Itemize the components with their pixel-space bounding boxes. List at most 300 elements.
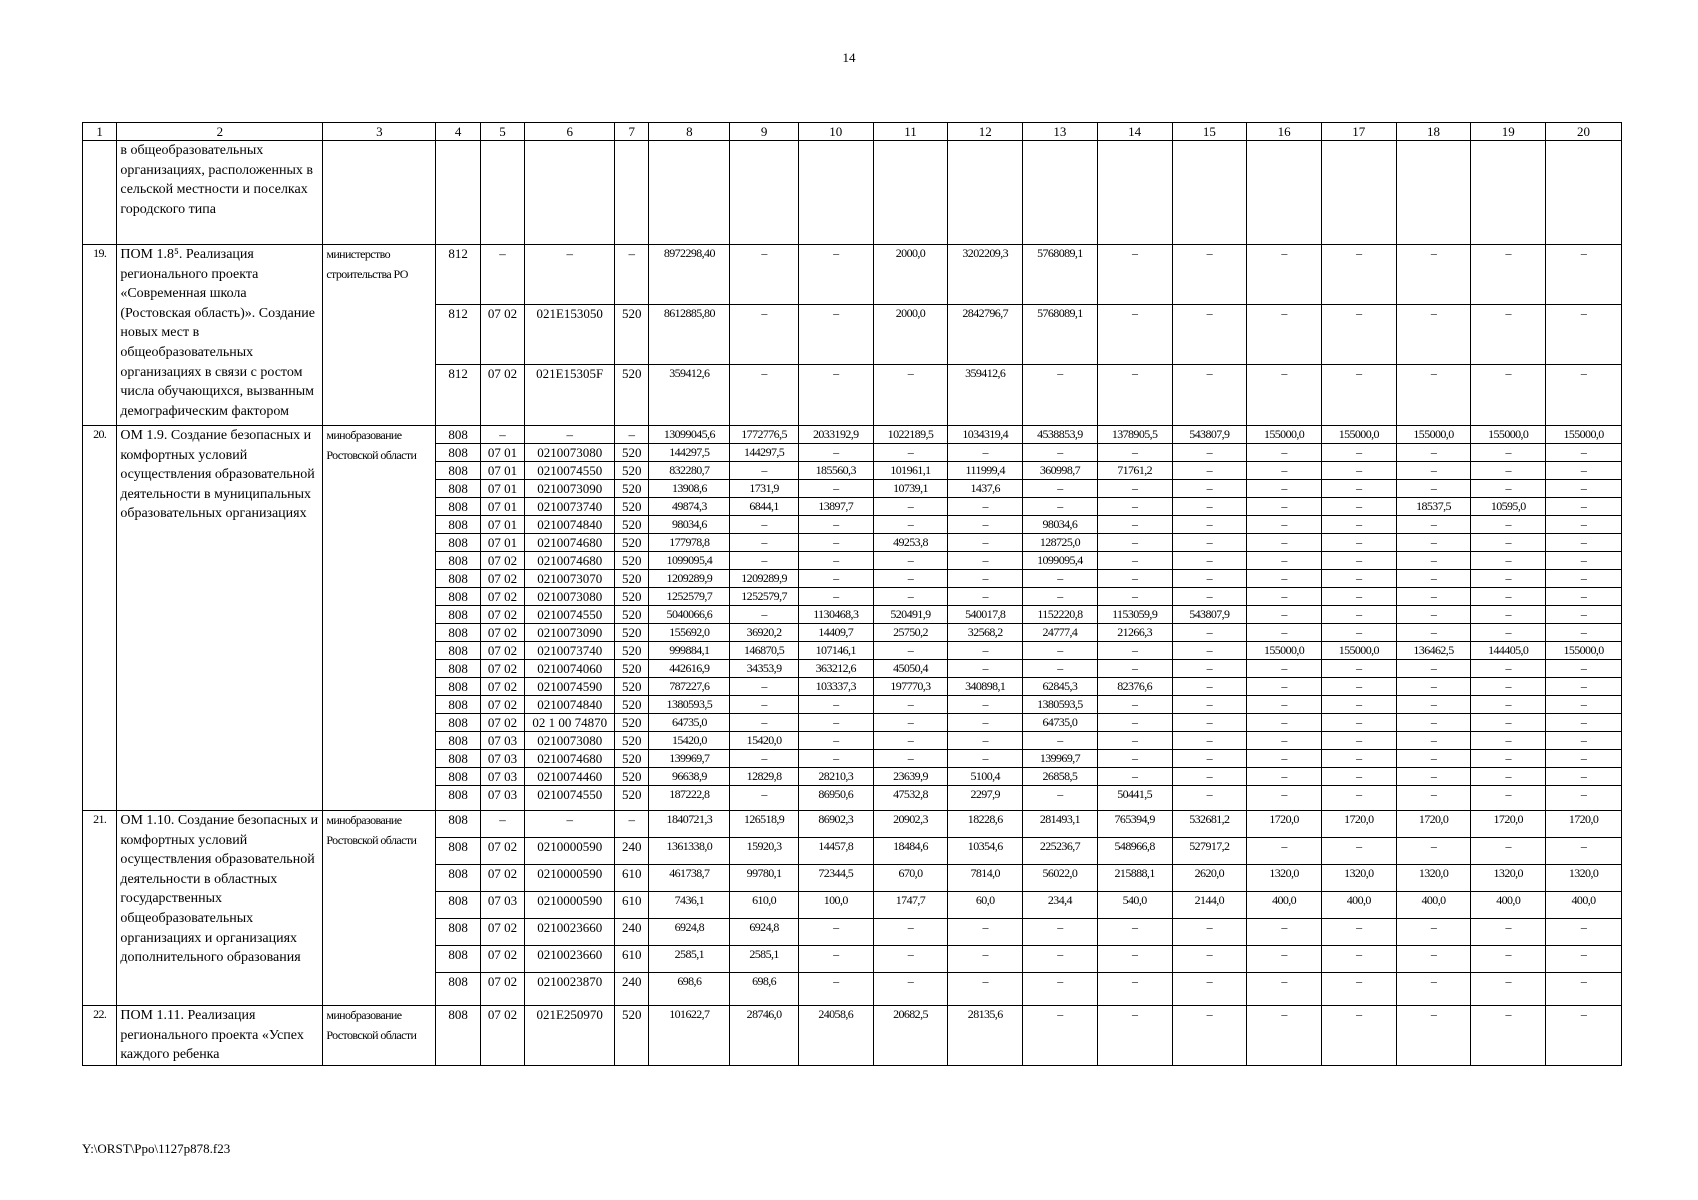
table-cell: 197770,3 [873, 678, 948, 696]
table-cell: – [1172, 919, 1247, 946]
table-cell: 07 01 [480, 516, 524, 534]
table-cell: 610 [615, 946, 649, 973]
table-cell: – [1247, 838, 1322, 865]
table-cell: – [480, 245, 524, 305]
table-cell: 45050,4 [873, 660, 948, 678]
table-cell: 520 [615, 696, 649, 714]
table-cell: – [1023, 480, 1098, 498]
table-cell: – [1172, 498, 1247, 516]
footer-file-path: Y:\ORST\Ppo\1127p878.f23 [82, 1141, 231, 1156]
table-cell: 64735,0 [1023, 714, 1098, 732]
table-cell: – [1321, 606, 1396, 624]
table-cell: – [1172, 480, 1247, 498]
table-cell: – [798, 732, 873, 750]
table-cell: – [798, 365, 873, 426]
table-cell: 670,0 [873, 865, 948, 892]
column-header: 15 [1172, 123, 1247, 141]
table-cell: 808 [436, 498, 480, 516]
table-cell: 07 01 [480, 534, 524, 552]
table-cell: 07 03 [480, 732, 524, 750]
table-cell: 1772776,5 [730, 426, 799, 444]
table-cell: – [1023, 660, 1098, 678]
table-cell: – [1471, 973, 1546, 1006]
table-cell: 520 [615, 642, 649, 660]
table-cell: – [1023, 642, 1098, 660]
table-cell: 25750,2 [873, 624, 948, 642]
table-cell: 86902,3 [798, 811, 873, 838]
table-cell: – [1396, 838, 1471, 865]
table-cell: 543807,9 [1172, 606, 1247, 624]
table-cell: 07 02 [480, 624, 524, 642]
table-cell: – [1023, 570, 1098, 588]
table-cell: 72344,5 [798, 865, 873, 892]
table-cell: 36920,2 [730, 624, 799, 642]
table-cell: – [480, 811, 524, 838]
table-cell: 5100,4 [948, 768, 1023, 786]
table-cell: – [1546, 462, 1622, 480]
table-cell: – [1172, 516, 1247, 534]
table-cell: – [1247, 732, 1322, 750]
table-cell: 21266,3 [1097, 624, 1172, 642]
table-cell: 520 [615, 732, 649, 750]
table-cell: 461738,7 [649, 865, 730, 892]
table-cell: – [1321, 516, 1396, 534]
table-cell: 07 02 [480, 642, 524, 660]
table-cell: 6924,8 [649, 919, 730, 946]
row-number: 20. [83, 426, 117, 811]
table-cell: 0210074680 [525, 750, 615, 768]
table-cell: 139969,7 [1023, 750, 1098, 768]
table-cell: 07 01 [480, 498, 524, 516]
table-cell: 1378905,5 [1097, 426, 1172, 444]
table-cell: – [1172, 534, 1247, 552]
table-cell: – [1321, 365, 1396, 426]
table-cell: 0210000590 [525, 892, 615, 919]
table-cell: – [1471, 534, 1546, 552]
table-cell: 02 1 00 74870 [525, 714, 615, 732]
table-cell: 808 [436, 696, 480, 714]
column-header: 12 [948, 123, 1023, 141]
table-cell: 0210074550 [525, 462, 615, 480]
table-cell: – [1247, 365, 1322, 426]
table-cell: – [1321, 444, 1396, 462]
table-cell: 177978,8 [649, 534, 730, 552]
table-cell: – [730, 516, 799, 534]
table-cell: 520 [615, 570, 649, 588]
table-cell: – [480, 426, 524, 444]
table-cell: – [1321, 973, 1396, 1006]
table-cell: 155000,0 [1546, 642, 1622, 660]
table-cell: – [1396, 444, 1471, 462]
table-cell: 021E250970 [525, 1006, 615, 1066]
table-cell: – [1546, 678, 1622, 696]
table-cell: 14457,8 [798, 838, 873, 865]
table-cell: – [1172, 732, 1247, 750]
table-cell: – [1247, 660, 1322, 678]
table-cell: – [1471, 768, 1546, 786]
table-cell: – [1546, 534, 1622, 552]
table-cell: – [1471, 696, 1546, 714]
table-cell: 15420,0 [649, 732, 730, 750]
table-cell: – [873, 444, 948, 462]
table-cell: – [948, 642, 1023, 660]
table-cell: – [1172, 750, 1247, 768]
table-cell: – [873, 973, 948, 1006]
table-cell: 7436,1 [649, 892, 730, 919]
table-cell: – [1172, 786, 1247, 811]
column-header: 13 [1023, 123, 1098, 141]
table-cell: – [1097, 973, 1172, 1006]
table-cell: 520 [615, 480, 649, 498]
table-cell: 520 [615, 786, 649, 811]
table-cell: – [798, 534, 873, 552]
table-cell: 1720,0 [1546, 811, 1622, 838]
table-cell: 610,0 [730, 892, 799, 919]
table-cell: – [1097, 642, 1172, 660]
column-header: 16 [1247, 123, 1322, 141]
table-cell: – [1396, 570, 1471, 588]
table-cell: 808 [436, 462, 480, 480]
table-cell: 07 02 [480, 919, 524, 946]
table-cell: 520 [615, 516, 649, 534]
table-cell: 2585,1 [649, 946, 730, 973]
table-cell: – [1247, 919, 1322, 946]
table-cell: – [1396, 660, 1471, 678]
row-number: 22. [83, 1006, 117, 1066]
column-header: 4 [436, 123, 480, 141]
table-cell: – [873, 642, 948, 660]
table-cell: – [1321, 1006, 1396, 1066]
table-cell: 1209289,9 [730, 570, 799, 588]
column-header: 17 [1321, 123, 1396, 141]
table-cell: 0210073090 [525, 480, 615, 498]
table-cell: – [873, 570, 948, 588]
table-cell: 520 [615, 552, 649, 570]
table-cell: – [1097, 732, 1172, 750]
table-cell: – [1247, 606, 1322, 624]
table-cell: 812 [436, 305, 480, 365]
table-cell: – [1023, 732, 1098, 750]
table-cell: – [1471, 606, 1546, 624]
table-cell: – [948, 750, 1023, 768]
table-cell: 0210073090 [525, 624, 615, 642]
table-cell: 07 02 [480, 552, 524, 570]
table-cell: 520 [615, 462, 649, 480]
table-cell: – [1471, 678, 1546, 696]
table-cell: 13908,6 [649, 480, 730, 498]
table-cell: – [798, 516, 873, 534]
table-cell: 832280,7 [649, 462, 730, 480]
table-cell: – [730, 678, 799, 696]
table-cell: 96638,9 [649, 768, 730, 786]
table-cell: – [1172, 552, 1247, 570]
table-cell: – [1396, 919, 1471, 946]
table-cell: 155000,0 [1247, 426, 1322, 444]
table-cell: – [1471, 786, 1546, 811]
table-cell: – [1247, 973, 1322, 1006]
table-cell: – [1247, 552, 1322, 570]
table-cell: 56022,0 [1023, 865, 1098, 892]
table-cell: – [1172, 1006, 1247, 1066]
table-cell: – [1546, 750, 1622, 768]
table-cell: 808 [436, 865, 480, 892]
empty-cell [1471, 141, 1546, 245]
table-cell: 07 02 [480, 838, 524, 865]
table-cell: – [1471, 516, 1546, 534]
table-cell: 240 [615, 919, 649, 946]
table-cell: 155000,0 [1471, 426, 1546, 444]
table-cell: – [1023, 786, 1098, 811]
table-cell: – [525, 426, 615, 444]
table-cell: 5040066,6 [649, 606, 730, 624]
table-cell: – [1247, 516, 1322, 534]
empty-cell [525, 141, 615, 245]
table-cell: – [1396, 1006, 1471, 1066]
table-cell: 808 [436, 973, 480, 1006]
table-cell: 698,6 [649, 973, 730, 1006]
table-cell: – [1097, 444, 1172, 462]
table-cell: – [1471, 1006, 1546, 1066]
table-cell: – [730, 606, 799, 624]
table-cell: 765394,9 [1097, 811, 1172, 838]
table-cell: 240 [615, 838, 649, 865]
table-cell: – [1396, 534, 1471, 552]
table-cell: – [1396, 678, 1471, 696]
table-cell: 812 [436, 245, 480, 305]
table-cell: 99780,1 [730, 865, 799, 892]
table-cell: 10354,6 [948, 838, 1023, 865]
table-cell: 26858,5 [1023, 768, 1098, 786]
table-cell: 021E15305F [525, 365, 615, 426]
table-cell: 155692,0 [649, 624, 730, 642]
table-cell: – [948, 714, 1023, 732]
table-cell: – [1546, 305, 1622, 365]
table-cell: 86950,6 [798, 786, 873, 811]
table-cell: 144405,0 [1471, 642, 1546, 660]
table-cell: – [1321, 786, 1396, 811]
table-cell: 808 [436, 838, 480, 865]
table-cell: 07 01 [480, 480, 524, 498]
table-cell: – [1097, 245, 1172, 305]
table-cell: 808 [436, 516, 480, 534]
table-cell: 62845,3 [1023, 678, 1098, 696]
table-cell: – [1546, 732, 1622, 750]
table-cell: 808 [436, 732, 480, 750]
table-cell: 281493,1 [1023, 811, 1098, 838]
column-header: 1 [83, 123, 117, 141]
table-cell: 1152220,8 [1023, 606, 1098, 624]
table-cell: – [1321, 588, 1396, 606]
table-cell: 520 [615, 660, 649, 678]
table-cell: 808 [436, 750, 480, 768]
table-cell: – [1023, 365, 1098, 426]
table-cell: – [1097, 946, 1172, 973]
table-cell: 363212,6 [798, 660, 873, 678]
table-cell: 225236,7 [1023, 838, 1098, 865]
table-cell: 8972298,40 [649, 245, 730, 305]
table-row [83, 426, 1622, 444]
table-cell: 07 02 [480, 946, 524, 973]
table-cell: – [1247, 768, 1322, 786]
table-cell: – [1321, 946, 1396, 973]
table-cell: 146870,5 [730, 642, 799, 660]
table-cell: 5768089,1 [1023, 305, 1098, 365]
table-cell: – [1396, 973, 1471, 1006]
table-cell: – [873, 696, 948, 714]
table-cell: – [1396, 732, 1471, 750]
table-cell: – [1172, 570, 1247, 588]
table-cell: – [948, 570, 1023, 588]
table-cell: – [1172, 624, 1247, 642]
table-cell: – [1321, 714, 1396, 732]
table-cell: 808 [436, 642, 480, 660]
table-cell: 540017,8 [948, 606, 1023, 624]
table-cell: – [1321, 552, 1396, 570]
table-cell: – [873, 552, 948, 570]
table-cell: – [1546, 946, 1622, 973]
table-cell: – [1546, 919, 1622, 946]
table-cell: 28210,3 [798, 768, 873, 786]
page-number: 14 [842, 50, 856, 65]
table-cell: – [1097, 696, 1172, 714]
empty-cell [1396, 141, 1471, 245]
table-cell: – [1097, 1006, 1172, 1066]
table-cell: – [873, 919, 948, 946]
table-cell: 0210023660 [525, 946, 615, 973]
table-cell: – [1172, 714, 1247, 732]
table-cell: 107146,1 [798, 642, 873, 660]
table-cell: – [1321, 732, 1396, 750]
table-cell: – [1247, 786, 1322, 811]
empty-cell [730, 141, 799, 245]
table-cell: 126518,9 [730, 811, 799, 838]
table-cell: – [1321, 678, 1396, 696]
table-cell: 2585,1 [730, 946, 799, 973]
table-cell: 07 03 [480, 750, 524, 768]
table-cell: 520 [615, 1006, 649, 1066]
table-cell: – [1321, 696, 1396, 714]
column-header: 10 [798, 123, 873, 141]
table-cell: 0210073080 [525, 444, 615, 462]
table-cell: – [1396, 606, 1471, 624]
column-header: 6 [525, 123, 615, 141]
table-cell: – [798, 480, 873, 498]
table-cell: 155000,0 [1247, 642, 1322, 660]
empty-cell [1247, 141, 1322, 245]
table-cell: – [1172, 642, 1247, 660]
table-cell: 1022189,5 [873, 426, 948, 444]
table-cell: 28746,0 [730, 1006, 799, 1066]
table-cell: 128725,0 [1023, 534, 1098, 552]
table-cell: – [1471, 444, 1546, 462]
table-cell: 14409,7 [798, 624, 873, 642]
table-cell: 0210074840 [525, 516, 615, 534]
table-cell: – [948, 552, 1023, 570]
table-cell: 47532,8 [873, 786, 948, 811]
table-cell: – [1023, 444, 1098, 462]
table-cell: – [1247, 444, 1322, 462]
table-cell: – [948, 973, 1023, 1006]
column-header: 14 [1097, 123, 1172, 141]
table-cell: 07 02 [480, 305, 524, 365]
empty-cell [1023, 141, 1098, 245]
table-cell: – [798, 588, 873, 606]
table-cell: – [730, 786, 799, 811]
table-cell: 0210074060 [525, 660, 615, 678]
table-cell: 15920,3 [730, 838, 799, 865]
column-header: 19 [1471, 123, 1546, 141]
empty-cell [1172, 141, 1247, 245]
table-cell: 808 [436, 919, 480, 946]
table-cell: – [1321, 534, 1396, 552]
table-cell: 2000,0 [873, 245, 948, 305]
table-cell: – [1172, 305, 1247, 365]
column-header: 2 [117, 123, 323, 141]
table-cell: – [1396, 552, 1471, 570]
table-cell: – [1546, 1006, 1622, 1066]
table-cell: 64735,0 [649, 714, 730, 732]
table-cell: – [798, 552, 873, 570]
table-cell: – [1396, 588, 1471, 606]
table-cell: 1130468,3 [798, 606, 873, 624]
table-cell: – [1321, 305, 1396, 365]
table-cell: 139969,7 [649, 750, 730, 768]
table-cell: – [873, 365, 948, 426]
table-cell: – [873, 516, 948, 534]
table-cell: – [1097, 534, 1172, 552]
table-cell: 50441,5 [1097, 786, 1172, 811]
table-cell: 0210073080 [525, 588, 615, 606]
num-cell [83, 141, 117, 245]
column-header: 18 [1396, 123, 1471, 141]
table-cell: – [1247, 534, 1322, 552]
table-cell: – [873, 946, 948, 973]
empty-cell [436, 141, 480, 245]
table-cell: 520 [615, 305, 649, 365]
table-cell: 400,0 [1396, 892, 1471, 919]
table-cell: – [1321, 919, 1396, 946]
table-cell: – [1546, 552, 1622, 570]
table-cell: 520 [615, 606, 649, 624]
table-cell: – [1247, 570, 1322, 588]
table-cell: – [1396, 750, 1471, 768]
table-cell: 1437,6 [948, 480, 1023, 498]
table-cell: – [1396, 480, 1471, 498]
table-cell: – [1023, 973, 1098, 1006]
table-cell: – [1321, 624, 1396, 642]
table-cell: 144297,5 [730, 444, 799, 462]
table-cell: – [1247, 480, 1322, 498]
table-cell: – [1172, 946, 1247, 973]
table-cell: 1720,0 [1321, 811, 1396, 838]
table-cell: – [1546, 696, 1622, 714]
table-cell: – [1546, 365, 1622, 426]
table-cell: – [1471, 946, 1546, 973]
table-cell: – [1247, 946, 1322, 973]
table-row [83, 1006, 1622, 1066]
table-cell: – [1546, 480, 1622, 498]
table-cell: 1320,0 [1247, 865, 1322, 892]
table-cell: 520 [615, 444, 649, 462]
table-cell: 808 [436, 606, 480, 624]
table-cell: 100,0 [798, 892, 873, 919]
table-cell: 520 [615, 498, 649, 516]
table-cell: 520 [615, 588, 649, 606]
table-cell: – [873, 732, 948, 750]
table-cell: – [948, 588, 1023, 606]
table-cell: – [1546, 786, 1622, 811]
table-cell: 808 [436, 552, 480, 570]
